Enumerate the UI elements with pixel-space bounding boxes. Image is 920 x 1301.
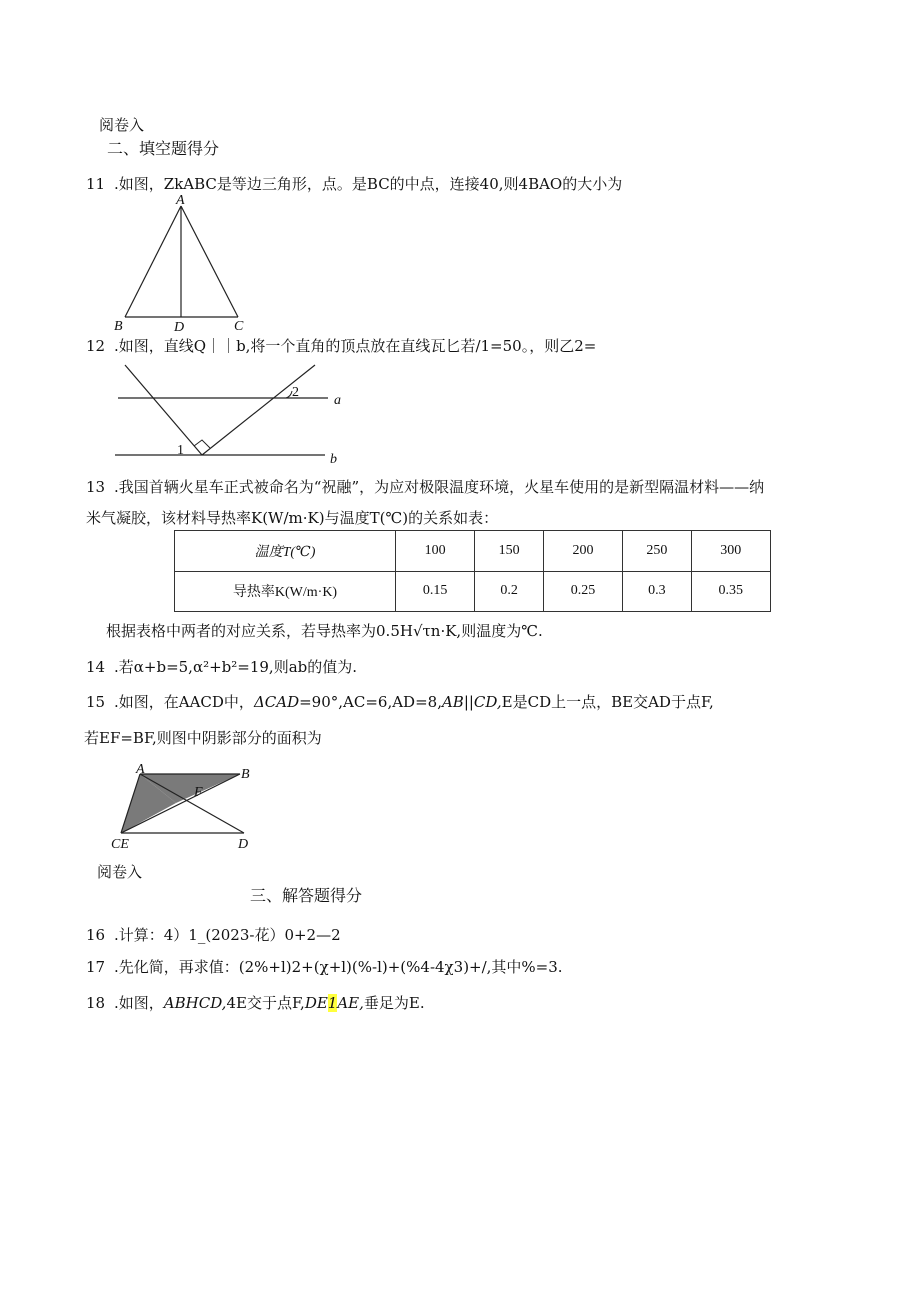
table-cell: 200 [543,531,622,572]
table-cell: 0.25 [543,571,622,612]
q15-shaded-figure [108,764,268,854]
q13-after-table: 根据表格中两者的对应关系，若导热率为0.5H√τn·K,则温度为℃. [106,622,543,640]
q12-parallel-lines-figure [110,360,350,470]
table-cell: 0.15 [396,571,475,612]
table-cell: 300 [691,531,770,572]
q18-part: AE, [337,994,364,1012]
q11-label-a: A [176,193,185,208]
q15-line1 [114,692,714,712]
q12-label-a: a [334,393,341,408]
q16-number: 16 [86,926,106,944]
q11-label-b: B [114,319,123,334]
q18-number: 18 [86,994,106,1012]
q13-number: 13 [86,478,106,496]
q18-part: 4E交于点F, [226,994,305,1012]
q11-label-c: C [234,319,244,334]
q15-label-ce: CE [111,837,129,852]
q15-label-f: F [194,785,203,800]
q17-text: .先化简，再求值：(2%+l)2+(χ+l)(%-l)+(%4-4χ3)+/,其中%=3. [114,958,563,976]
q18-part: 垂足为E. [363,994,425,1012]
q12-label-2: 2 [292,385,299,400]
q14-number: 14 [86,658,106,676]
q11-triangle-figure [110,192,250,335]
q18-highlight: 1 [327,994,338,1012]
q13-line1: .我国首辆火星车正式被命名为“祝融”，为应对极限温度环境，火星车使用的是新型隔温材料——纳 [114,478,765,496]
table-header-conductivity: 导热率K(W/m·K) [175,571,396,612]
q15-label-b: B [241,767,250,782]
table-cell: 150 [475,531,543,572]
q15-number: 15 [86,693,106,711]
q12-label-b: b [330,452,337,467]
q15-label-a: A [136,762,145,777]
section-title-fill-blank: 二、填空题得分 [107,139,220,158]
table-header-temperature: 温度T(℃) [175,531,396,572]
q11-label-d: D [174,320,185,335]
q15-line1-part: .如图，在AACD中， [114,693,254,711]
q15-label-d: D [238,837,249,852]
q18-part: .如图， [114,994,164,1012]
q11-text: .如图，ZkABC是等边三角形，点。是BC的中点，连接40,则4BAO的大小为 [114,175,623,193]
table-cell: 0.35 [691,571,770,612]
reviewer-label: 阅卷入 [97,863,143,881]
q12-text: .如图，直线Q｜｜b,将一个直角的顶点放在直线瓦匕若/1=50。，则乙2= [114,337,597,355]
table-row [175,531,771,572]
q12-number: 12 [86,337,106,355]
q14-text: .若α+b=5,α²+b²=19,则ab的值为. [114,658,358,676]
section-title-answer: 三、解答题得分 [250,886,363,905]
q15-line2: 若EF=BF,则图中阴影部分的面积为 [84,729,322,747]
q16-text: .计算：4）1_(2023-花）0+2—2 [114,926,341,944]
q15-parallel: AB||CD, [441,693,502,711]
q17-number: 17 [86,958,106,976]
q18-part: DE [304,994,328,1012]
q11-number: 11 [86,175,106,193]
q13-line2: 米气凝胶，该材料导热率K(W/m·K)与温度T(℃)的关系如表： [86,509,499,527]
table-cell: 0.3 [623,571,691,612]
q15-line1-part: =90°,AC=6,AD=8, [299,693,442,711]
table-row [175,571,771,612]
table-cell: 0.2 [475,571,543,612]
q12-label-1: 1 [177,443,184,458]
reviewer-label: 阅卷入 [99,116,145,134]
thermal-conductivity-table [174,530,771,612]
table-cell: 100 [396,531,475,572]
q15-angle: ΔCAD [253,693,300,711]
q18-text [114,993,425,1013]
table-cell: 250 [623,531,691,572]
q18-part: ABHCD, [163,994,227,1012]
q15-line1-part: E是CD上一点，BE交AD于点F, [501,693,714,711]
